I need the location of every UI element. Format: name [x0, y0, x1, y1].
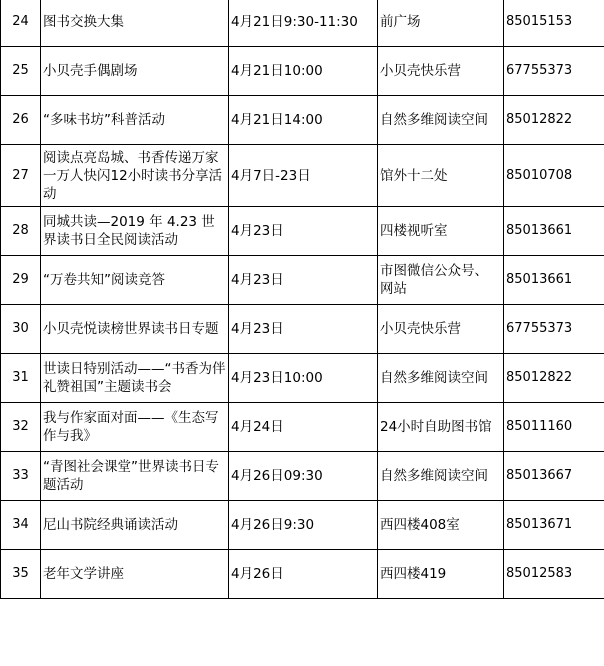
- event-place: 小贝壳快乐营: [378, 47, 504, 96]
- event-name: “青图社会课堂”世界读书日专题活动: [41, 452, 229, 501]
- contact-phone: 85012822: [504, 354, 604, 403]
- contact-phone: 85013667: [504, 452, 604, 501]
- event-time: 4月23日: [229, 256, 378, 305]
- contact-phone: 85012822: [504, 96, 604, 145]
- row-number: 29: [1, 256, 41, 305]
- table-row: [1, 145, 604, 207]
- event-place: 自然多维阅读空间: [378, 96, 504, 145]
- event-time: 4月21日10:00: [229, 47, 378, 96]
- event-name: 我与作家面对面——《生态写作与我》: [41, 403, 229, 452]
- row-number: 27: [1, 145, 41, 207]
- row-number: 32: [1, 403, 41, 452]
- event-place: 自然多维阅读空间: [378, 354, 504, 403]
- contact-phone: 85012583: [504, 550, 604, 599]
- table-row: [1, 305, 604, 354]
- row-number: 33: [1, 452, 41, 501]
- event-place: 西四楼419: [378, 550, 504, 599]
- event-name: 同城共读—2019 年 4.23 世界读书日全民阅读活动: [41, 207, 229, 256]
- event-place: 馆外十二处: [378, 145, 504, 207]
- event-place: 前广场: [378, 0, 504, 47]
- contact-phone: 85010708: [504, 145, 604, 207]
- event-name: 小贝壳手偶剧场: [41, 47, 229, 96]
- row-number: 34: [1, 501, 41, 550]
- event-place: 小贝壳快乐营: [378, 305, 504, 354]
- table-row: [1, 452, 604, 501]
- table-row: [1, 0, 604, 47]
- event-place: 市图微信公众号、网站: [378, 256, 504, 305]
- row-number: 25: [1, 47, 41, 96]
- event-name: 小贝壳悦读榜世界读书日专题: [41, 305, 229, 354]
- event-time: 4月23日: [229, 305, 378, 354]
- event-time: 4月7日-23日: [229, 145, 378, 207]
- row-number: 35: [1, 550, 41, 599]
- contact-phone: 67755373: [504, 305, 604, 354]
- event-name: 尼山书院经典诵读活动: [41, 501, 229, 550]
- event-place: 四楼视听室: [378, 207, 504, 256]
- event-name: 阅读点亮岛城、书香传递万家一万人快闪12小时读书分享活动: [41, 145, 229, 207]
- table-row: [1, 256, 604, 305]
- event-name: 老年文学讲座: [41, 550, 229, 599]
- event-time: 4月21日14:00: [229, 96, 378, 145]
- event-time: 4月24日: [229, 403, 378, 452]
- table-row: [1, 96, 604, 145]
- contact-phone: 85011160: [504, 403, 604, 452]
- contact-phone: 85015153: [504, 0, 604, 47]
- table-row: [1, 47, 604, 96]
- event-time: 4月26日: [229, 550, 378, 599]
- event-name: 图书交换大集: [41, 0, 229, 47]
- event-place: 西四楼408室: [378, 501, 504, 550]
- row-number: 28: [1, 207, 41, 256]
- event-place: 24小时自助图书馆: [378, 403, 504, 452]
- contact-phone: 67755373: [504, 47, 604, 96]
- event-time: 4月26日9:30: [229, 501, 378, 550]
- event-name: “多味书坊”科普活动: [41, 96, 229, 145]
- contact-phone: 85013661: [504, 207, 604, 256]
- table-row: [1, 207, 604, 256]
- event-name: “万卷共知”阅读竞答: [41, 256, 229, 305]
- event-time: 4月23日: [229, 207, 378, 256]
- row-number: 24: [1, 0, 41, 47]
- event-time: 4月23日10:00: [229, 354, 378, 403]
- contact-phone: 85013671: [504, 501, 604, 550]
- table-row: [1, 403, 604, 452]
- event-time: 4月26日09:30: [229, 452, 378, 501]
- row-number: 26: [1, 96, 41, 145]
- event-place: 自然多维阅读空间: [378, 452, 504, 501]
- table-row: [1, 354, 604, 403]
- row-number: 31: [1, 354, 41, 403]
- row-number: 30: [1, 305, 41, 354]
- contact-phone: 85013661: [504, 256, 604, 305]
- event-name: 世读日特别活动——“书香为伴 礼赞祖国”主题读书会: [41, 354, 229, 403]
- table-row: [1, 550, 604, 599]
- table-row: [1, 501, 604, 550]
- event-time: 4月21日9:30-11:30: [229, 0, 378, 47]
